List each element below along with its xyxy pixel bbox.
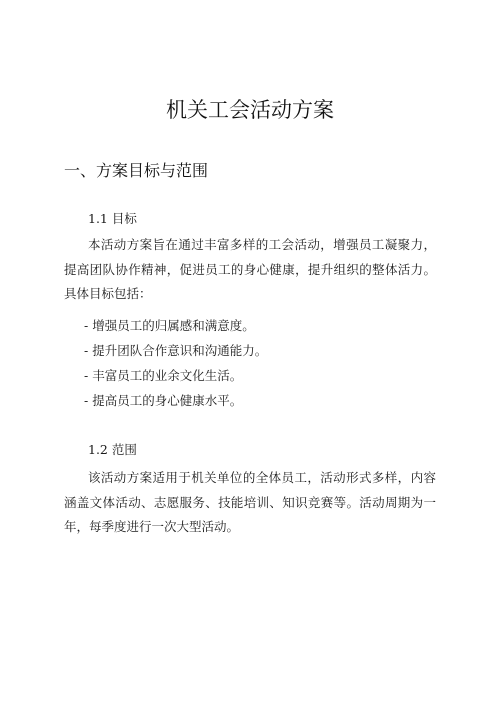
list-item: - 提高员工的身心健康水平。 <box>84 393 243 408</box>
subsection-heading-scope: 1.2 范围 <box>88 442 137 457</box>
list-item: - 丰富员工的业余文化生活。 <box>84 368 243 383</box>
section-heading: 一、方案目标与范围 <box>64 161 209 180</box>
list-item: - 增强员工的归属感和满意度。 <box>84 318 255 333</box>
goals-paragraph: 本活动方案旨在通过丰富多样的工会活动，增强员工凝聚力，提高团队协作精神，促进员工的身心健康，提升组织的整体活力。具体目标包括： <box>64 237 436 301</box>
scope-paragraph: 该活动方案适用于机关单位的全体员工，活动形式多样，内容涵盖文体活动、志愿服务、技能培训、知识竞赛等。活动周期为一年，每季度进行一次大型活动。 <box>64 470 436 534</box>
document-title: 机关工会活动方案 <box>166 98 334 122</box>
subsection-heading-goals: 1.1 目标 <box>88 211 137 226</box>
list-item: - 提升团队合作意识和沟通能力。 <box>84 343 268 358</box>
goals-list <box>84 313 267 413</box>
